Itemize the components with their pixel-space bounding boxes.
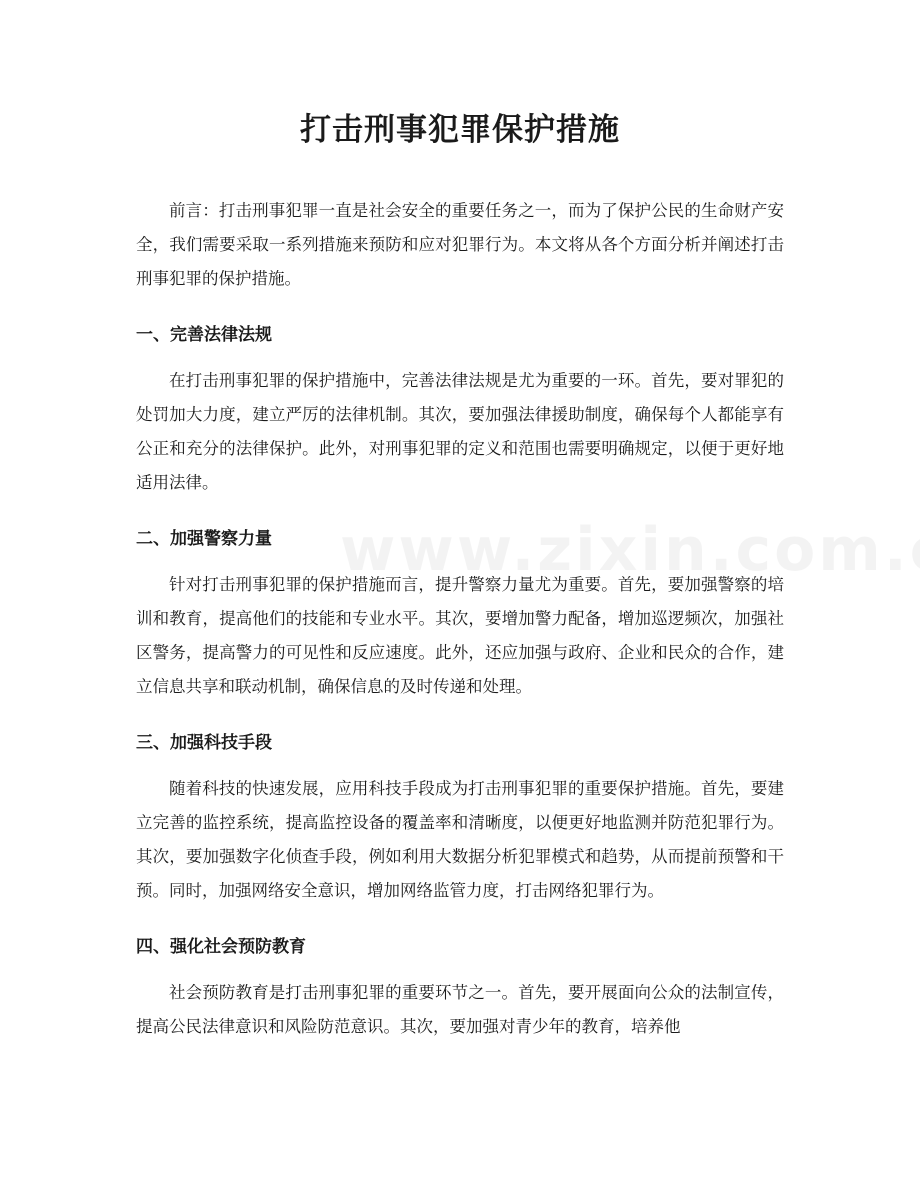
section-heading-2: 二、加强警察力量: [136, 529, 272, 549]
section-body-2: 针对打击刑事犯罪的保护措施而言，提升警察力量尤为重要。首先，要加强警察的培训和教育，提高他们的技能和专业水平。其次，要增加警力配备，增加巡逻频次，加强社区警务，提高警力的可见性和反应速度。此外，还应加强与政府、企业和民众的合作，建立信息共享和联动机制，确保信息的及时传递和处理。: [136, 575, 784, 696]
section-body-3: 随着科技的快速发展，应用科技手段成为打击刑事犯罪的重要保护措施。首先，要建立完善的监控系统，提高监控设备的覆盖率和清晰度，以便更好地监测并防范犯罪行为。其次，要加强数字化侦查手段，例如利用大数据分析犯罪模式和趋势，从而提前预警和干预。同时，加强网络安全意识，增加网络监管力度，打击网络犯罪行为。: [136, 779, 784, 900]
intro-paragraph: 前言：打击刑事犯罪一直是社会安全的重要任务之一，而为了保护公民的生命财产安全，我们需要采取一系列措施来预防和应对犯罪行为。本文将从各个方面分析并阐述打击刑事犯罪的保护措施。: [136, 201, 784, 288]
section-heading-1: 一、完善法律法规: [136, 325, 272, 345]
section-heading-3: 三、加强科技手段: [136, 733, 272, 753]
section-heading-4: 四、强化社会预防教育: [136, 937, 306, 957]
section-body-1: 在打击刑事犯罪的保护措施中，完善法律法规是尤为重要的一环。首先，要对罪犯的处罚加大力度，建立严厉的法律机制。其次，要加强法律援助制度，确保每个人都能享有公正和充分的法律保护。此外，对刑事犯罪的定义和范围也需要明确规定，以便于更好地适用法律。: [136, 371, 784, 492]
section-body-4: 社会预防教育是打击刑事犯罪的重要环节之一。首先，要开展面向公众的法制宣传，提高公民法律意识和风险防范意识。其次，要加强对青少年的教育，培养他: [136, 983, 784, 1036]
document-title: 打击刑事犯罪保护措施: [300, 112, 620, 148]
